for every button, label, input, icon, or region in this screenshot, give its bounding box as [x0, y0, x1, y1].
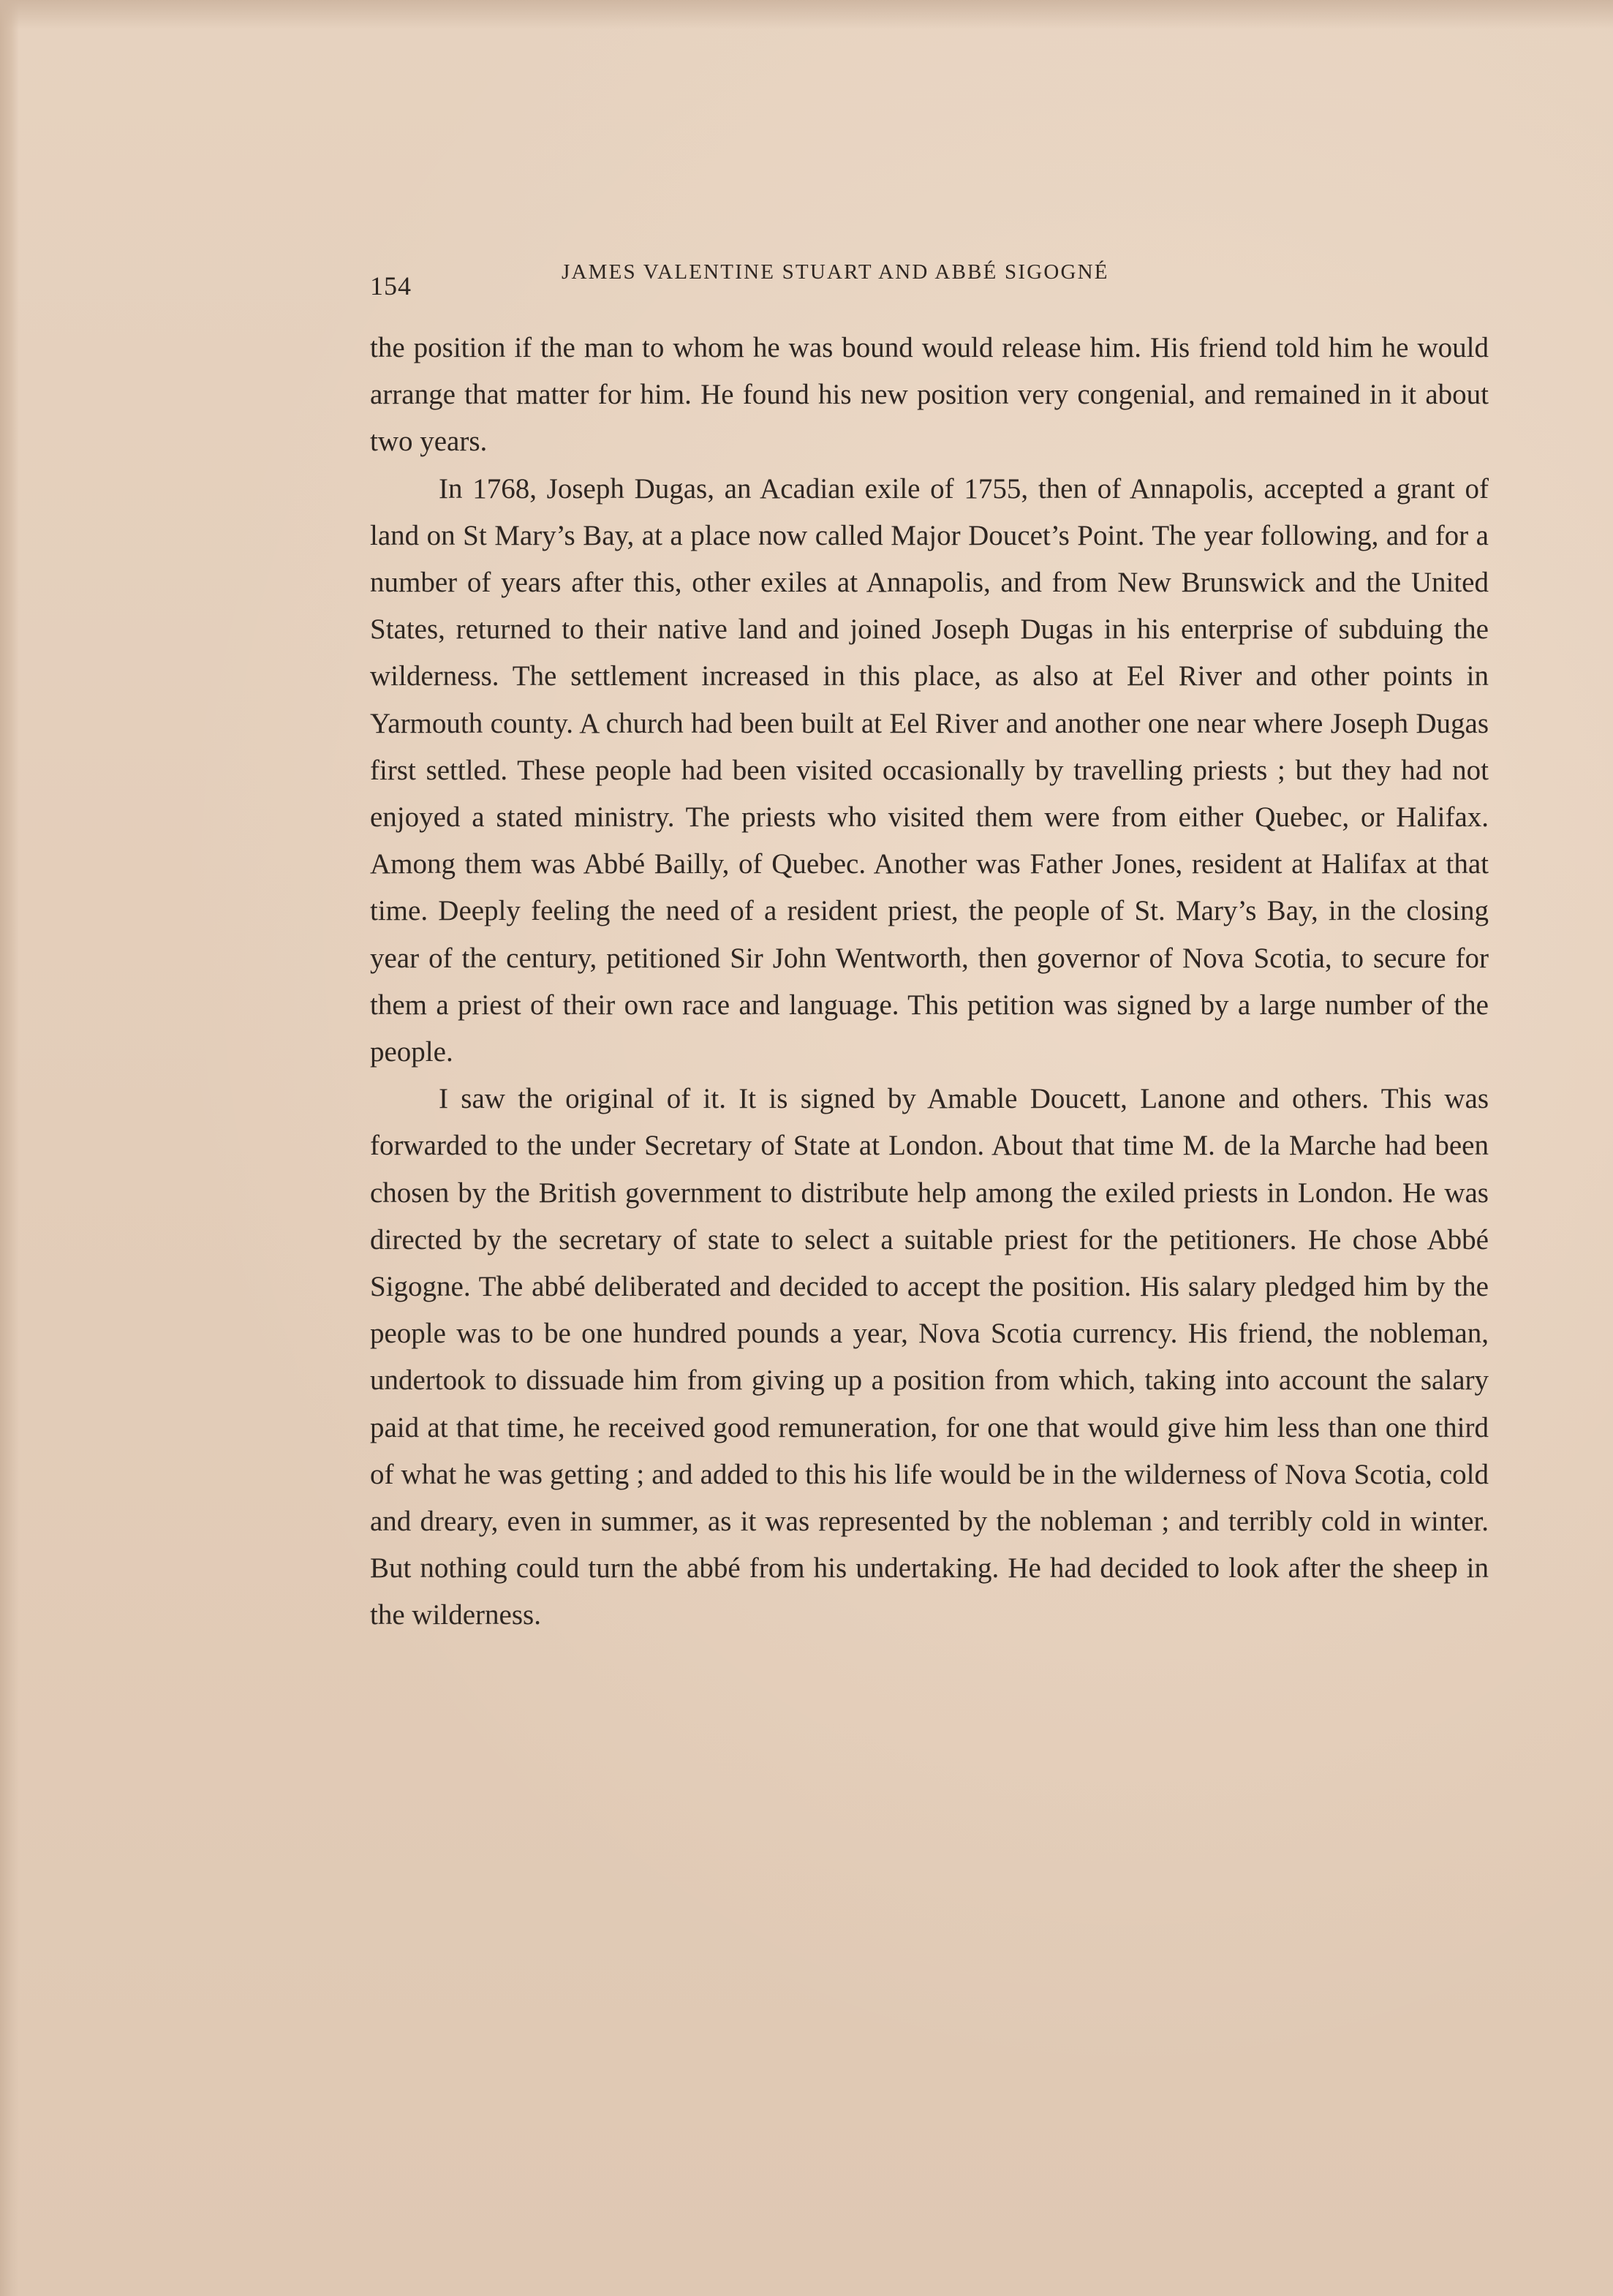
page-left-edge-shadow — [0, 0, 19, 2296]
running-title: JAMES VALENTINE STUART AND ABBÉ SIGOGNÉ — [562, 260, 1109, 284]
page-number: 154 — [370, 271, 412, 301]
text-block — [370, 257, 1489, 1639]
running-head — [370, 257, 1489, 309]
paragraph-joseph-dugas: In 1768, Joseph Dugas, an Acadian exile of 1755, then of Annapolis, accepted a grant of land on St Mary’s Bay, at a place now called Major Doucet’s Point. The year following, and for a number of years after this, other exiles at Annapolis, and from New Brunswick and the United States, returned to their native land and joined Joseph Dugas in his enterprise of subduing the wilderness. The settlement increased in this place, as also at Eel River and other points in Yarmouth county. A church had been built at Eel River and another one near where Joseph Dugas first settled. These people had been visited occasionally by travelling priests ; but they had not enjoyed a stated ministry. The priests who visited them were from either Quebec, or Halifax. Among them was Abbé Bailly, of Quebec. Another was Father Jones, resident at Halifax at that time. Deeply feeling the need of a resident priest, the people of St. Mary’s Bay, in the closing year of the century, petitioned Sir John Wentworth, then governor of Nova Scotia, to secure for them a priest of their own race and language. This petition was signed by a large number of the people. — [370, 472, 1489, 1068]
page-top-edge-shadow — [0, 0, 1613, 29]
body-text — [370, 325, 1489, 1639]
paragraph-continuation: the position if the man to whom he was bound would release him. His friend told him he would arrange that matter for him. He found his new position very congenial, and remained in it about two years. — [370, 332, 1489, 458]
paragraph-original-petition: I saw the original of it. It is signed by Amable Doucett, Lanone and others. This was forwarded to the under Secretary of State at London. About that time M. de la Marche had been chosen by the British government to distribute help among the exiled priests in London. He was directed by the secretary of state to select a suitable priest for the petitioners. He chose Abbé Sigogne. The abbé deliberated and decided to accept the position. His salary pledged him by the people was to be one hundred pounds a year, Nova Scotia currency. His friend, the nobleman, undertook to dissuade him from giving up a position from which, taking into account the salary paid at that time, he received good remuneration, for one that would give him less than one third of what he was getting ; and added to this his life would be in the wilderness of Nova Scotia, cold and dreary, even in summer, as it was represented by the nobleman ; and terribly cold in winter. But nothing could turn the abbé from his undertaking. He had decided to look after the sheep in the wilderness. — [370, 1083, 1489, 1631]
